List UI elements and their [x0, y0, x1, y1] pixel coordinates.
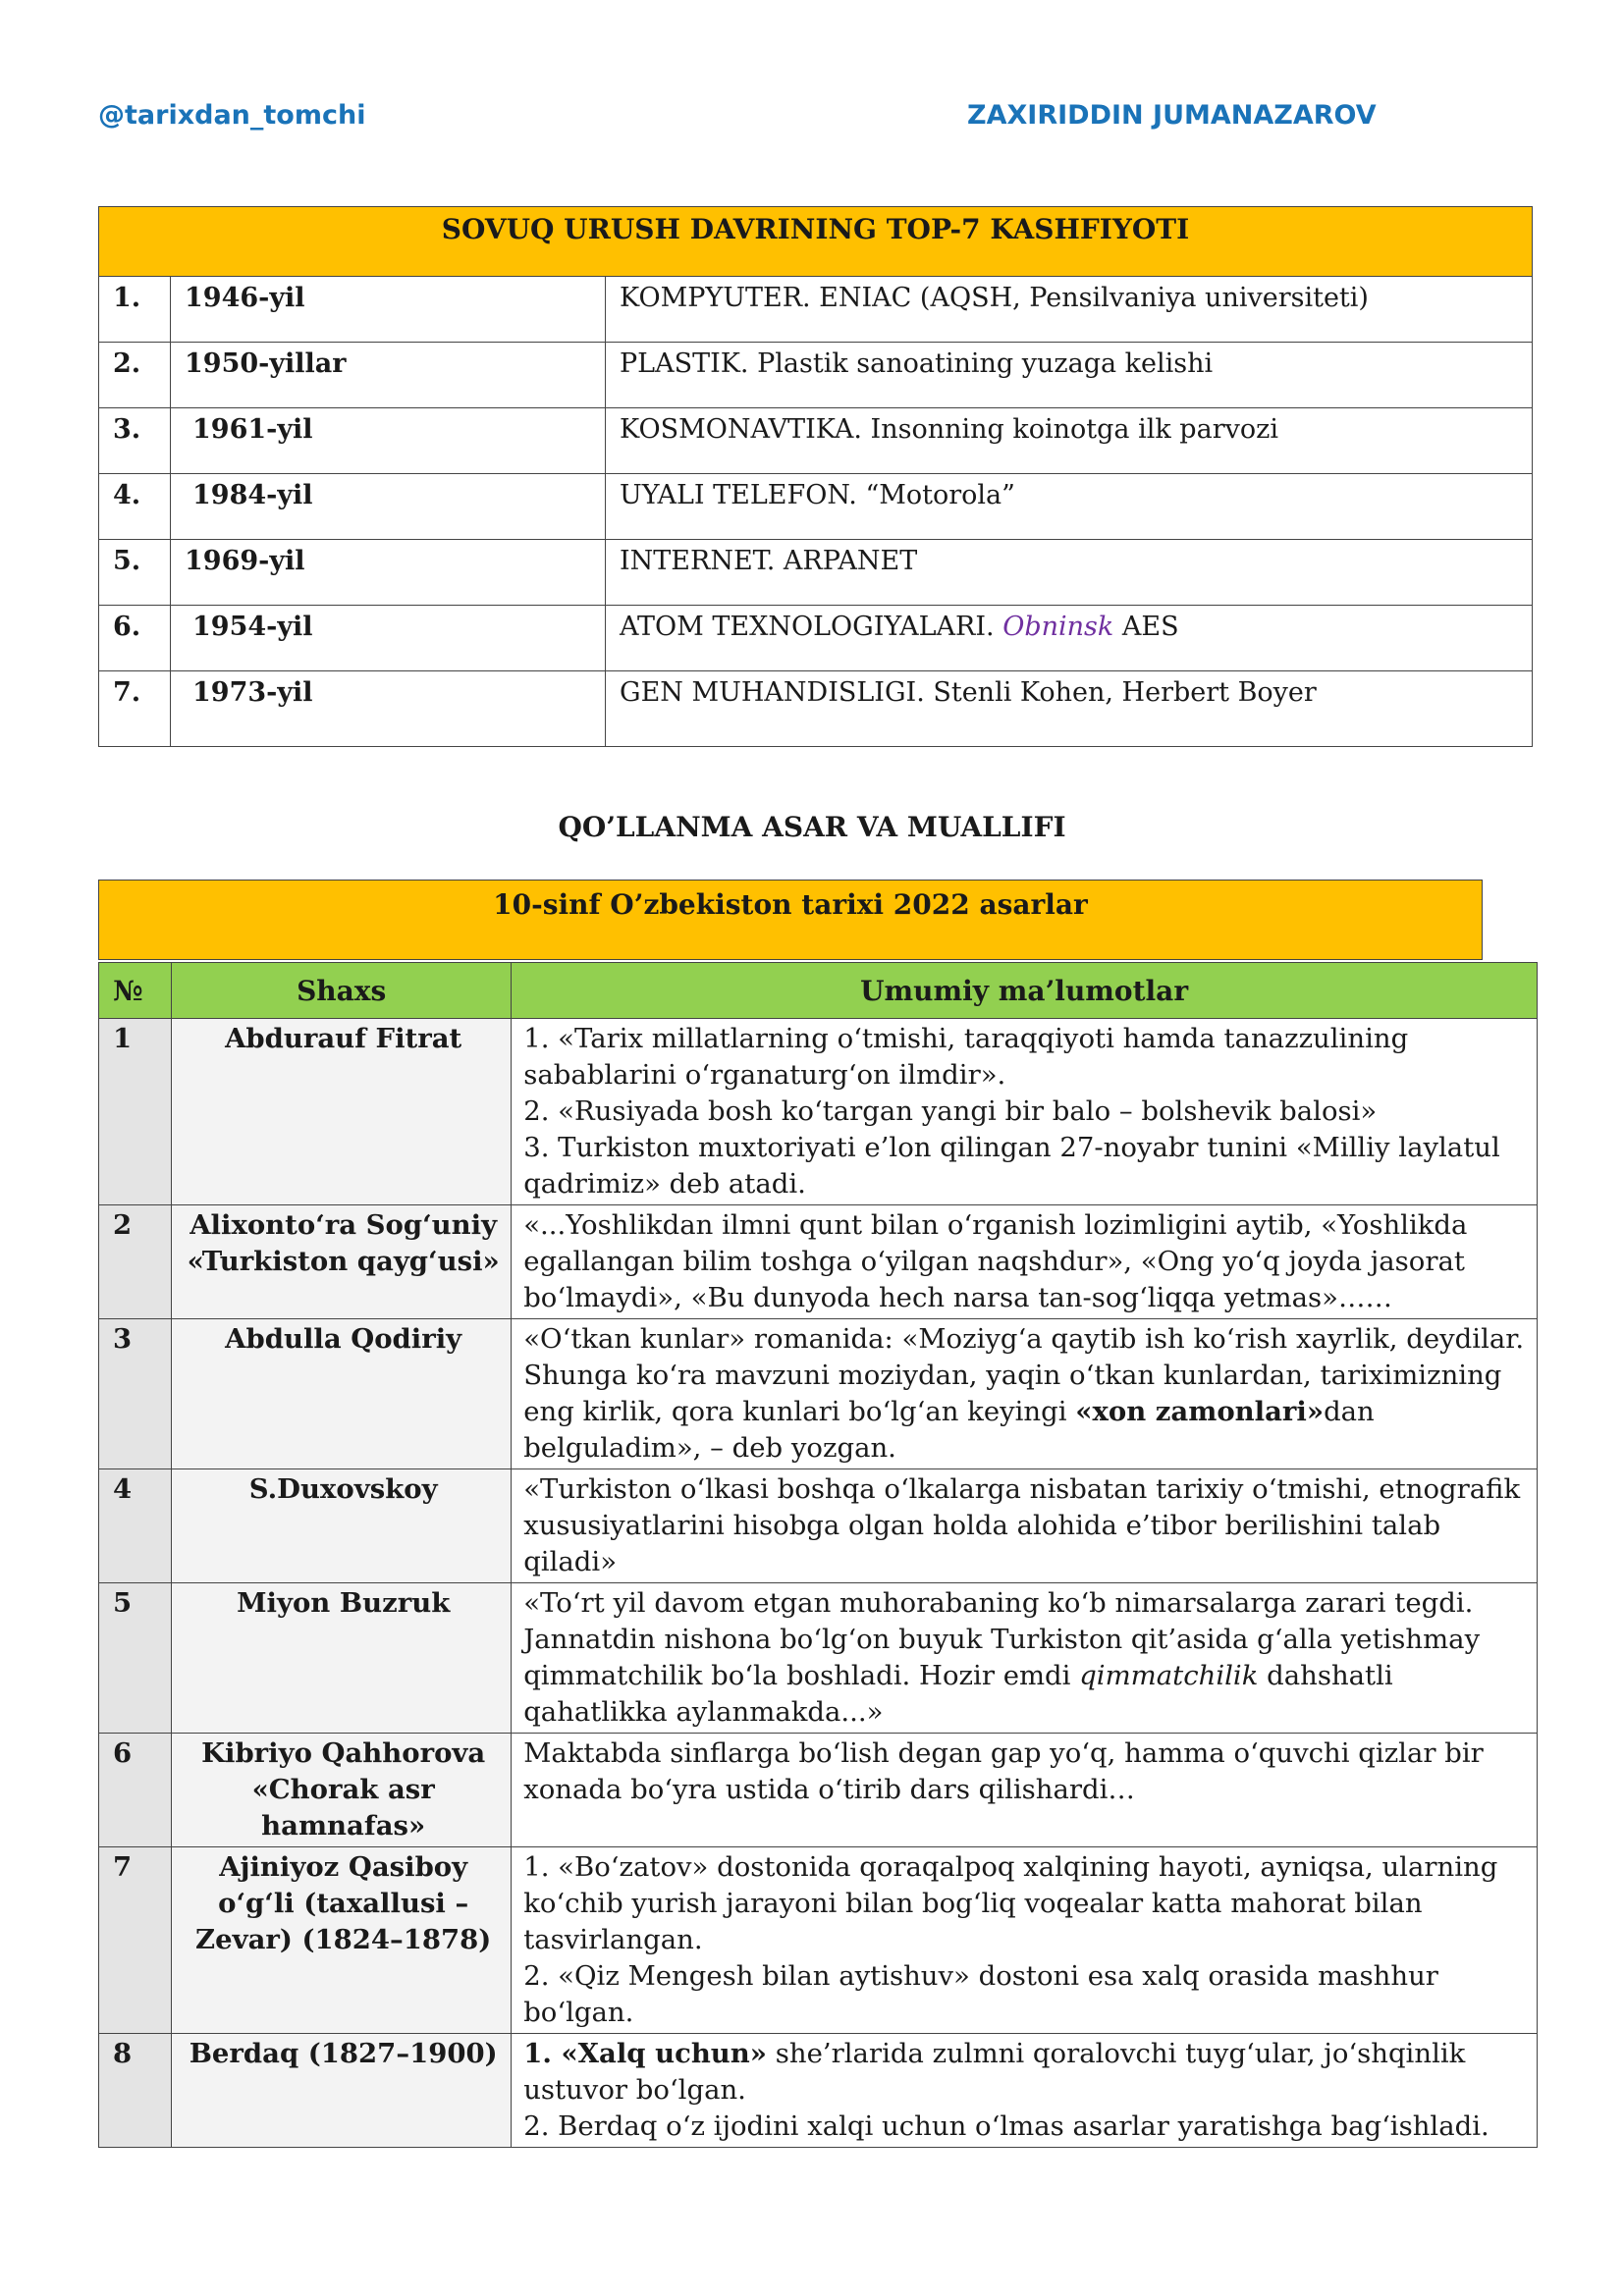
table-row [99, 1734, 1538, 1847]
info-line: 2. «Rusiyada bosh koʻtargan yangi bir balo – bolshevik balosi» [523, 1095, 1378, 1127]
city-name: Obninsk [1002, 612, 1114, 642]
info-text: she’rlarida zulmni qoralovchi tuygʻular, joʻshqinlik ustuvor boʻlgan. [523, 2038, 1466, 2106]
table-row [99, 1583, 1538, 1734]
works-table [98, 962, 1538, 2148]
author-name: ZAXIRIDDIN JUMANAZAROV [967, 100, 1377, 131]
table-row [99, 408, 1533, 474]
row-number: 4. [99, 474, 171, 540]
person-name: Berdaq (1827–1900) [172, 2034, 512, 2148]
row-number: 4 [99, 1469, 172, 1583]
row-year: 1973-yil [171, 671, 606, 747]
works-banner: 10-sinf O’zbekiston tarixi 2022 asarlar [98, 880, 1483, 960]
section-title: QO’LLANMA ASAR VA MUALLIFI [558, 811, 1066, 843]
row-number: 5 [99, 1583, 172, 1734]
discoveries-title: SOVUQ URUSH DAVRINING TOP-7 KASHFIYOTI [99, 207, 1533, 277]
info-line: 1. «Tarix millatlarning oʻtmishi, taraqqiyoti hamda tanazzulining sabablarini oʻrganaturgʻon ilmdir». [523, 1023, 1409, 1091]
table-row [99, 1205, 1538, 1319]
discoveries-table [98, 206, 1533, 747]
row-number: 1 [99, 1019, 172, 1205]
info-cell [512, 1019, 1538, 1205]
info-cell [512, 1319, 1538, 1469]
row-year: 1950-yillar [171, 343, 606, 408]
row-number: 7. [99, 671, 171, 747]
info-text: dan belguladim», – deb yozgan. [523, 1396, 1375, 1464]
desc-text: AES [1113, 612, 1179, 642]
info-line: 1. «Boʻzatov» dostonida qoraqalpoq xalqining hayoti, ayniqsa, ularning koʻchib yurish jarayoni bilan bogʻliq voqealar katta mahorat bilan tasvirlangan. [523, 1851, 1498, 1955]
person-name: Kibriyo Qahhorova «Chorak asr hamnafas» [172, 1734, 512, 1847]
info-cell: Maktabda sinflarga boʻlish degan gap yoʻq, hamma oʻquvchi qizlar bir xonada boʻyra ustida oʻtirib dars qilishardi… [512, 1734, 1538, 1847]
person-name: Abdulla Qodiriy [172, 1319, 512, 1469]
channel-handle: @tarixdan_tomchi [98, 100, 366, 131]
table-row [99, 1469, 1538, 1583]
row-description: KOSMONAVTIKA. Insonning koinotga ilk parvozi [606, 408, 1533, 474]
row-number: 1. [99, 277, 171, 343]
table-row [99, 671, 1533, 747]
row-year: 1946-yil [171, 277, 606, 343]
row-number: 2. [99, 343, 171, 408]
row-description: INTERNET. ARPANET [606, 540, 1533, 606]
row-description [606, 606, 1533, 671]
table-row [99, 277, 1533, 343]
person-name: Miyon Buzruk [172, 1583, 512, 1734]
row-description: UYALI TELEFON. “Motorola” [606, 474, 1533, 540]
row-number: 8 [99, 2034, 172, 2148]
row-number: 3 [99, 1319, 172, 1469]
row-year: 1954-yil [171, 606, 606, 671]
info-bold-text: 1. «Xalq uchun» [523, 2038, 767, 2069]
table-row [99, 343, 1533, 408]
info-text: «Oʻtkan kunlar» romanida: «Moziygʻa qaytib ish koʻrish xayrlik, deydilar. Shunga koʻra mavzuni moziydan, yaqin oʻtkan kunlardan, tariximizning eng kirlik, qora kunlari boʻlgʻan keyingi [523, 1323, 1525, 1427]
row-number: 3. [99, 408, 171, 474]
info-cell [512, 1583, 1538, 1734]
info-line [523, 2036, 1527, 2109]
person-name: S.Duxovskoy [172, 1469, 512, 1583]
person-name: Ajiniyoz Qasiboy oʻgʻli (taxallusi – Zevar) (1824–1878) [172, 1847, 512, 2034]
table-row [99, 1019, 1538, 1205]
row-number: 7 [99, 1847, 172, 2034]
row-year: 1984-yil [171, 474, 606, 540]
info-cell [512, 1847, 1538, 2034]
info-cell: «Turkiston oʻlkasi boshqa oʻlkalarga nisbatan tarixiy oʻtmishi, etnografik xususiyatlarini hisobga olgan holda alohida e’tibor berilishini talab qiladi» [512, 1469, 1538, 1583]
desc-text: ATOM TEXNOLOGIYALARI. [620, 612, 1003, 642]
table-row [99, 1319, 1538, 1469]
info-line: 3. Turkiston muxtoriyati e’lon qilingan 27-noyabr tunini «Milliy laylatul qadrimiz» deb atadi. [523, 1132, 1500, 1200]
info-bold-text: «xon zamonlari» [1075, 1396, 1325, 1427]
row-number: 2 [99, 1205, 172, 1319]
person-name: Abdurauf Fitrat [172, 1019, 512, 1205]
table-row [99, 2034, 1538, 2148]
table-row [99, 540, 1533, 606]
row-number: 5. [99, 540, 171, 606]
info-cell [512, 2034, 1538, 2148]
row-number: 6 [99, 1734, 172, 1847]
info-text: «Toʻrt yil davom etgan muhorabaning koʻb nimarsalarga zarari tegdi. Jannatdin nishona boʻlgʻon buyuk Turkiston qit’asida gʻalla yetishmay qimmatchilik boʻla boshladi. Hozir emdi [523, 1587, 1481, 1691]
column-header-info: Umumiy ma’lumotlar [512, 963, 1538, 1019]
row-description: GEN MUHANDISLIGI. Stenli Kohen, Herbert Boyer [606, 671, 1533, 747]
row-year: 1969-yil [171, 540, 606, 606]
row-number: 6. [99, 606, 171, 671]
info-line: 2. «Qiz Mengesh bilan aytishuv» dostoni esa xalq orasida mashhur boʻlgan. [523, 1960, 1438, 2028]
row-year: 1961-yil [171, 408, 606, 474]
table-row [99, 1847, 1538, 2034]
column-header-person: Shaxs [172, 963, 512, 1019]
header-row [99, 963, 1538, 1019]
table-row [99, 474, 1533, 540]
row-description: KOMPYUTER. ENIAC (AQSH, Pensilvaniya universiteti) [606, 277, 1533, 343]
row-description: PLASTIK. Plastik sanoatining yuzaga kelishi [606, 343, 1533, 408]
column-header-number: № [99, 963, 172, 1019]
person-name: Alixontoʻra Sogʻuniy «Turkiston qaygʻusi» [172, 1205, 512, 1319]
table-row [99, 606, 1533, 671]
info-line: 2. Berdaq oʻz ijodini xalqi uchun oʻlmas asarlar yaratishga bagʻishladi. [523, 2110, 1489, 2142]
info-text: dahshatli qahatlikka aylanmakda...» [523, 1660, 1393, 1728]
info-italic-text: qimmatchilik [1079, 1660, 1259, 1691]
info-cell: «...Yoshlikdan ilmni qunt bilan oʻrganish lozimligini aytib, «Yoshlikda egallangan bilim toshga oʻyilgan naqshdur», «Ong yoʻq joyda jasorat boʻlmaydi», «Bu dunyoda hech narsa tan-sogʻliqqa yetmas»…… [512, 1205, 1538, 1319]
